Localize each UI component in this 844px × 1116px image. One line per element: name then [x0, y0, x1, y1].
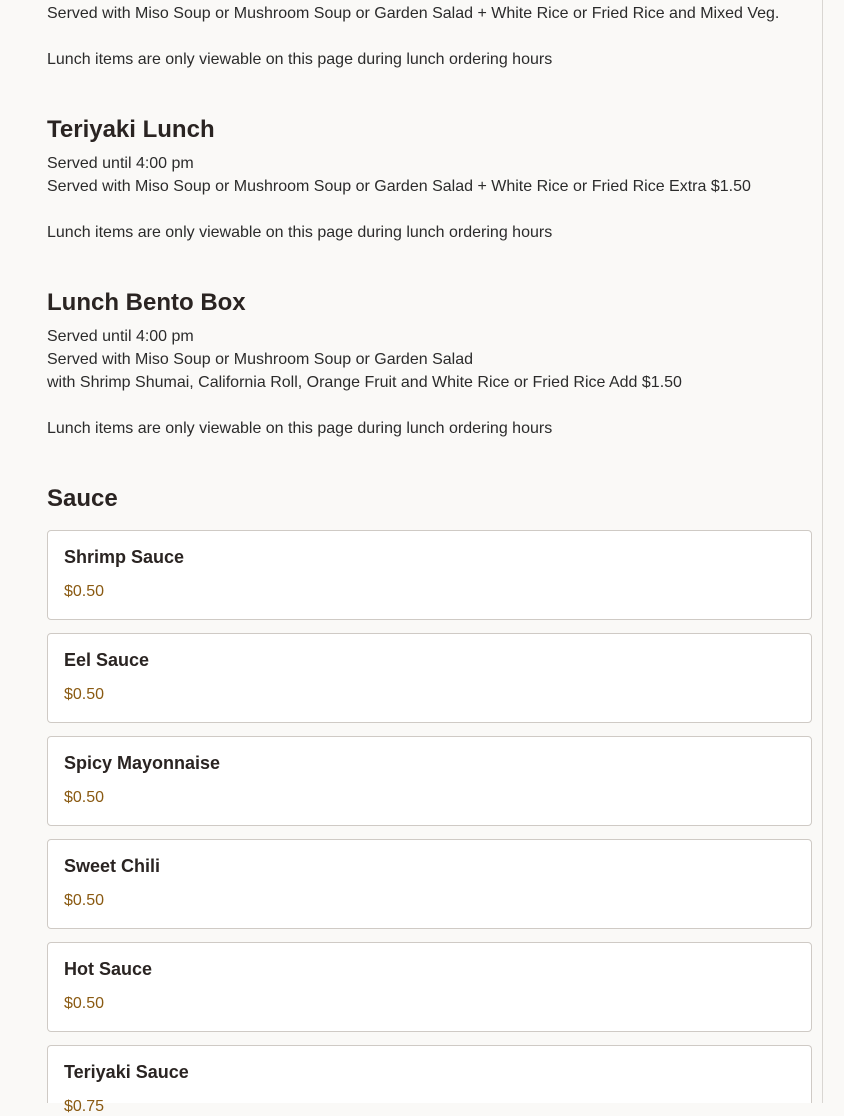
menu-item-name: Spicy Mayonnaise	[64, 753, 221, 773]
menu-item-card[interactable]	[47, 1045, 812, 1115]
teriyaki-lunch-served-until: Served until 4:00 pm	[47, 155, 194, 172]
menu-item-card[interactable]	[47, 633, 812, 723]
previous-section-served-with: Served with Miso Soup or Mushroom Soup or Garden Salad + White Rice or Fried Rice and Mixed Veg.	[47, 5, 780, 22]
menu-item-card[interactable]	[47, 736, 812, 826]
menu-item-price: $0.50	[64, 583, 105, 600]
bento-box-with-items: with Shrimp Shumai, California Roll, Orange Fruit and White Rice or Fried Rice Add $1.50	[47, 374, 682, 391]
menu-item-price: $0.50	[64, 686, 105, 703]
section-title-sauce: Sauce	[47, 485, 118, 512]
bento-box-served-with: Served with Miso Soup or Mushroom Soup or Garden Salad	[47, 351, 473, 368]
bento-box-note: Lunch items are only viewable on this page during lunch ordering hours	[47, 420, 553, 437]
teriyaki-lunch-served-with: Served with Miso Soup or Mushroom Soup or Garden Salad + White Rice or Fried Rice Extra $1.50	[47, 178, 751, 195]
menu-item-card[interactable]	[47, 530, 812, 620]
bento-box-served-until: Served until 4:00 pm	[47, 328, 194, 345]
menu-item-name: Shrimp Sauce	[64, 547, 185, 567]
menu-item-name: Hot Sauce	[64, 959, 153, 979]
menu-item-price: $0.50	[64, 789, 105, 806]
menu-item-name: Sweet Chili	[64, 856, 161, 876]
menu-item-card[interactable]	[47, 839, 812, 929]
menu-item-price: $0.50	[64, 995, 105, 1012]
section-title-lunch-bento-box: Lunch Bento Box	[47, 289, 246, 316]
menu-item-card[interactable]	[47, 942, 812, 1032]
menu-item-name: Eel Sauce	[64, 650, 150, 670]
menu-item-price: $0.50	[64, 892, 105, 909]
menu-item-price: $0.75	[64, 1098, 105, 1115]
menu-item-name: Teriyaki Sauce	[64, 1062, 189, 1082]
teriyaki-lunch-note: Lunch items are only viewable on this page during lunch ordering hours	[47, 224, 553, 241]
section-title-teriyaki-lunch: Teriyaki Lunch	[47, 116, 215, 143]
previous-section-lunch-note: Lunch items are only viewable on this page during lunch ordering hours	[47, 51, 553, 68]
